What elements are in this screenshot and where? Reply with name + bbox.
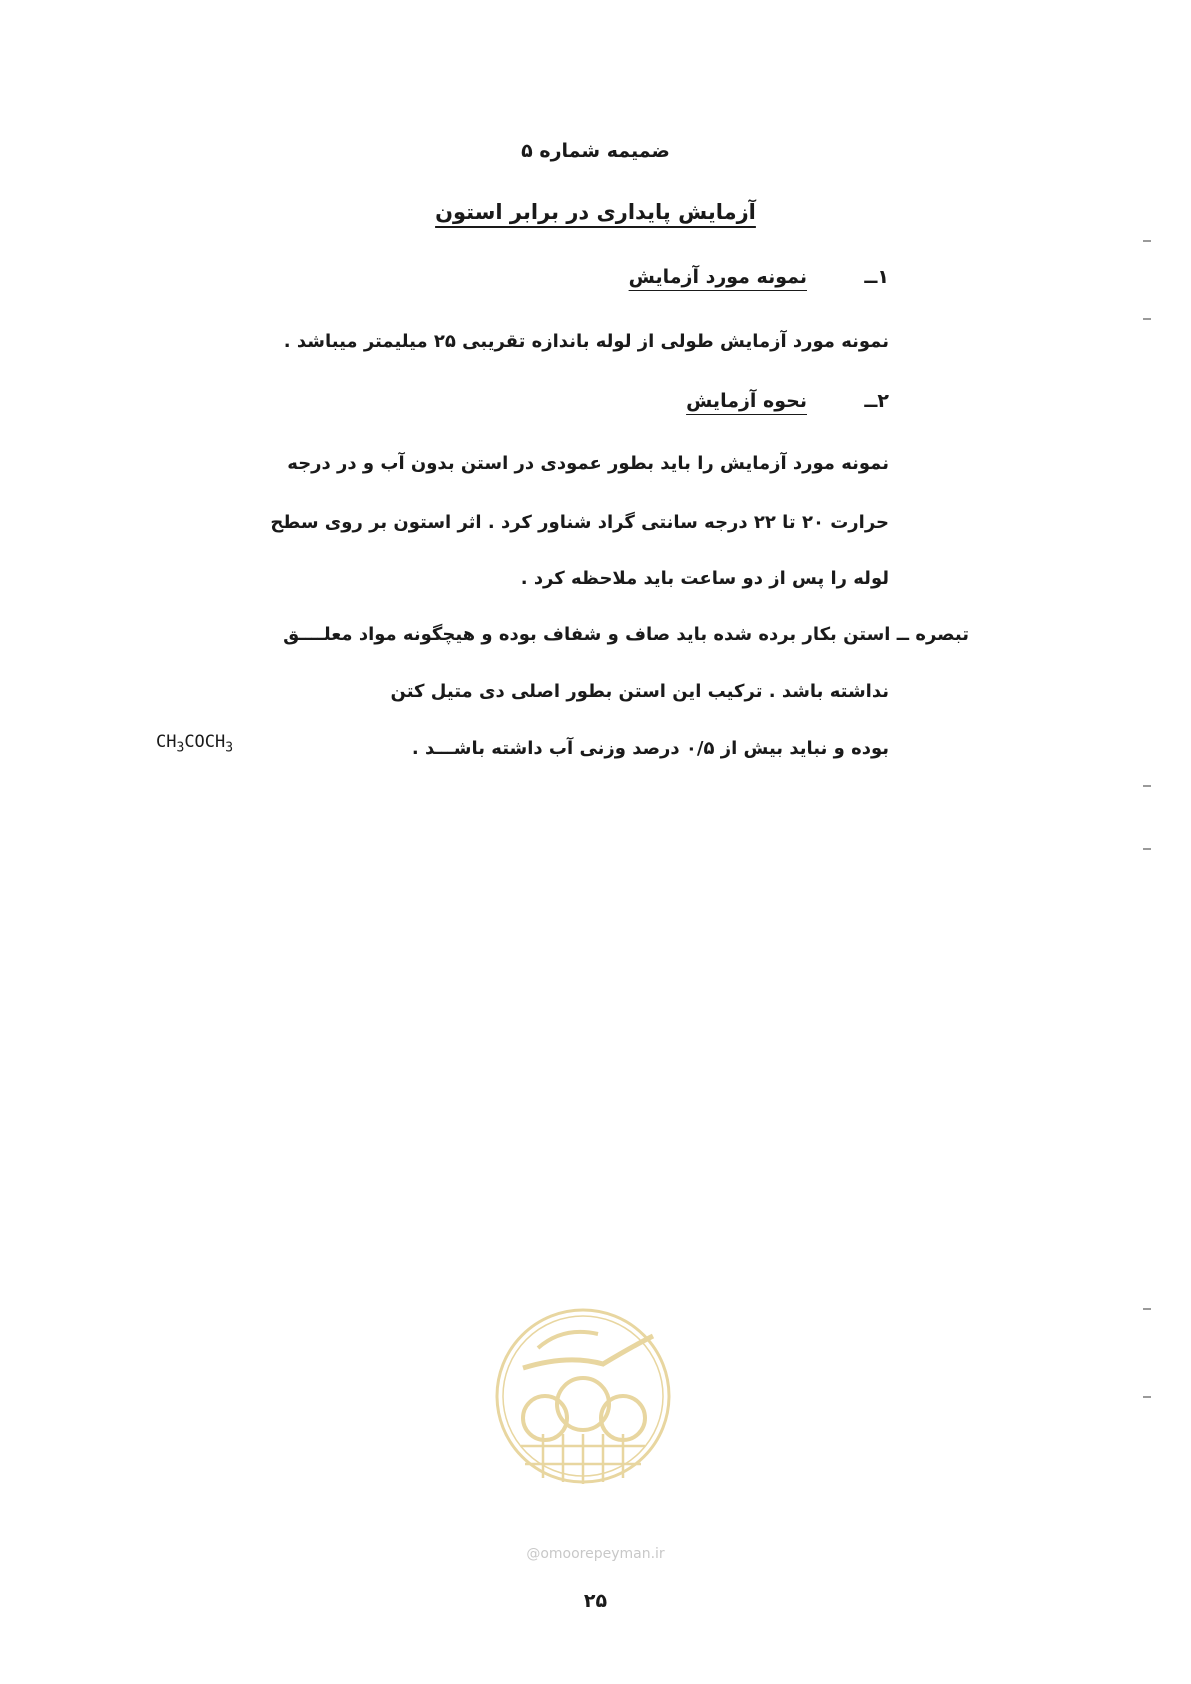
watermark-logo-icon	[493, 1306, 673, 1486]
note-line-2: نداشته باشد . ترکیب این استن بطور اصلی دی متیل کتن	[390, 681, 889, 702]
title-container	[0, 200, 1191, 224]
annex-number: ضمیمه شماره ۵	[521, 140, 670, 162]
section-2-paragraph-line-1: نمونه مورد آزمایش را باید بطور عمودی در استن بدون آب و در درجه	[287, 453, 889, 474]
watermark-url: @omoorepeyman.ir	[526, 1546, 665, 1562]
note-line-1: تبصره ــ استن بکار برده شده باید صاف و شفاف بوده و هیچگونه مواد معلــــق	[283, 624, 969, 645]
scan-mark	[1143, 1396, 1151, 1398]
formula-subscript: 3	[176, 740, 185, 756]
section-2-paragraph-line-3: لوله را پس از دو ساعت باید ملاحظه کرد .	[520, 568, 889, 589]
scan-mark	[1143, 848, 1151, 850]
page-number: ۲۵	[583, 1590, 608, 1612]
formula-subscript: 3	[225, 740, 234, 756]
scan-mark	[1143, 1308, 1151, 1310]
section-number: ۲ــ	[864, 390, 889, 412]
section-2-paragraph-line-2: حرارت ۲۰ تا ۲۲ درجه سانتی گراد شناور کرد . اثر استون بر روی سطح	[270, 512, 889, 533]
scan-mark	[1143, 318, 1151, 320]
formula-part: COCH	[184, 732, 226, 752]
formula-part: CH	[156, 732, 177, 752]
scan-mark	[1143, 785, 1151, 787]
section-title: نحوه آزمایش	[686, 390, 807, 412]
section-1-paragraph: نمونه مورد آزمایش طولی از لوله باندازه تقریبی ۲۵ میلیمتر میباشد .	[283, 331, 889, 352]
section-2-heading	[686, 390, 889, 412]
chemical-formula	[156, 732, 233, 755]
section-number: ۱ــ	[864, 266, 889, 288]
document-title: آزمایش پایداری در برابر استون	[435, 200, 756, 224]
section-title: نمونه مورد آزمایش	[628, 266, 807, 288]
section-1-heading	[629, 266, 889, 288]
note-line-3: بوده و نباید بیش از ۰/۵ درصد وزنی آب داشته باشـــد .	[411, 738, 889, 759]
scan-mark	[1143, 240, 1151, 242]
